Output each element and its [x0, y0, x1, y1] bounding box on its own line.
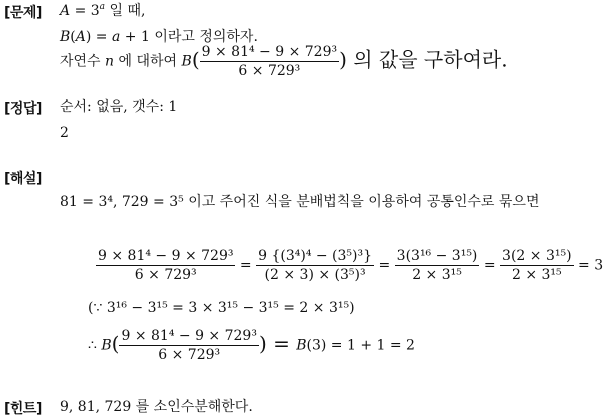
solution-equation-chain: $\frac{\text{9 × 81⁴ − 9 × 729³}}{\text{6 × 729³}}$ = $\frac{\text{9 \{(3⁴)⁴ − (3⁵)³\}}}{\text{(2 × 3) × (3⁵)³}}$ = $\frac{\text{3(3¹⁶ − 3¹⁵)}}{\text{2 × 3¹⁵}}$ = $\frac{\text{3(2 × 3¹⁵)}}{\text{2 × 3¹⁵}}$ = 3: [98, 248, 603, 283]
hint-label: [힌트]: [4, 401, 42, 417]
therefore-fraction: $\frac{\text{9 × 81⁴ − 9 × 729³}}{\text{6 × 729³}}$: [121, 328, 257, 363]
problem-line-1: $A = 3^a$ 일 때,: [60, 2, 146, 19]
fraction-4: $\frac{\text{3(2 × 3¹⁵)}}{\text{2 × 3¹⁵}}$: [502, 248, 572, 283]
hint-text: 9, 81, 729 를 소인수분해한다.: [60, 399, 253, 415]
solution-because: (∵ 3¹⁶ − 3¹⁵ = 3 × 3¹⁵ − 3¹⁵ = 2 × 3¹⁵): [88, 300, 355, 316]
solution-intro: 81 = 3⁴, 729 = 3⁵ 이고 주어진 식을 분배법칙을 이용하여 공통인수로 묶으면: [60, 194, 540, 210]
problem-fraction: $\frac{\text{9 × 81⁴ − 9 × 729³}}{\text{6 × 729³}}$: [201, 44, 338, 79]
problem-label: [문제]: [4, 5, 42, 21]
solution-therefore: ∴ B( $\frac{\text{9 × 81⁴ − 9 × 729³}}{\text{6 × 729³}}$ ) = B(3) = 1 + 1 = 2: [88, 328, 415, 363]
answer-label: [정답]: [4, 101, 42, 117]
fraction-3: $\frac{\text{3(3¹⁶ − 3¹⁵)}}{\text{2 × 3¹⁵}}$: [396, 248, 478, 283]
problem-line-2: B(A) = a + 1 이라고 정의하자.: [60, 29, 258, 45]
solution-label: [해설]: [4, 171, 42, 187]
fraction-2: $\frac{\text{9 \{(3⁴)⁴ − (3⁵)³\}}}{\text{(2 × 3) × (3⁵)³}}$: [258, 248, 373, 283]
answer-order-count: 순서: 없음, 갯수: 1: [60, 99, 178, 115]
fraction-1: $\frac{\text{9 × 81⁴ − 9 × 729³}}{\text{6 × 729³}}$: [98, 248, 234, 283]
problem-line-3: 자연수 n 에 대하여 B( $\frac{\text{9 × 81⁴ − 9 × 729³}}{\text{6 × 729³}}$ ) 의 값을 구하여라.: [60, 44, 508, 79]
answer-value: 2: [60, 125, 69, 141]
